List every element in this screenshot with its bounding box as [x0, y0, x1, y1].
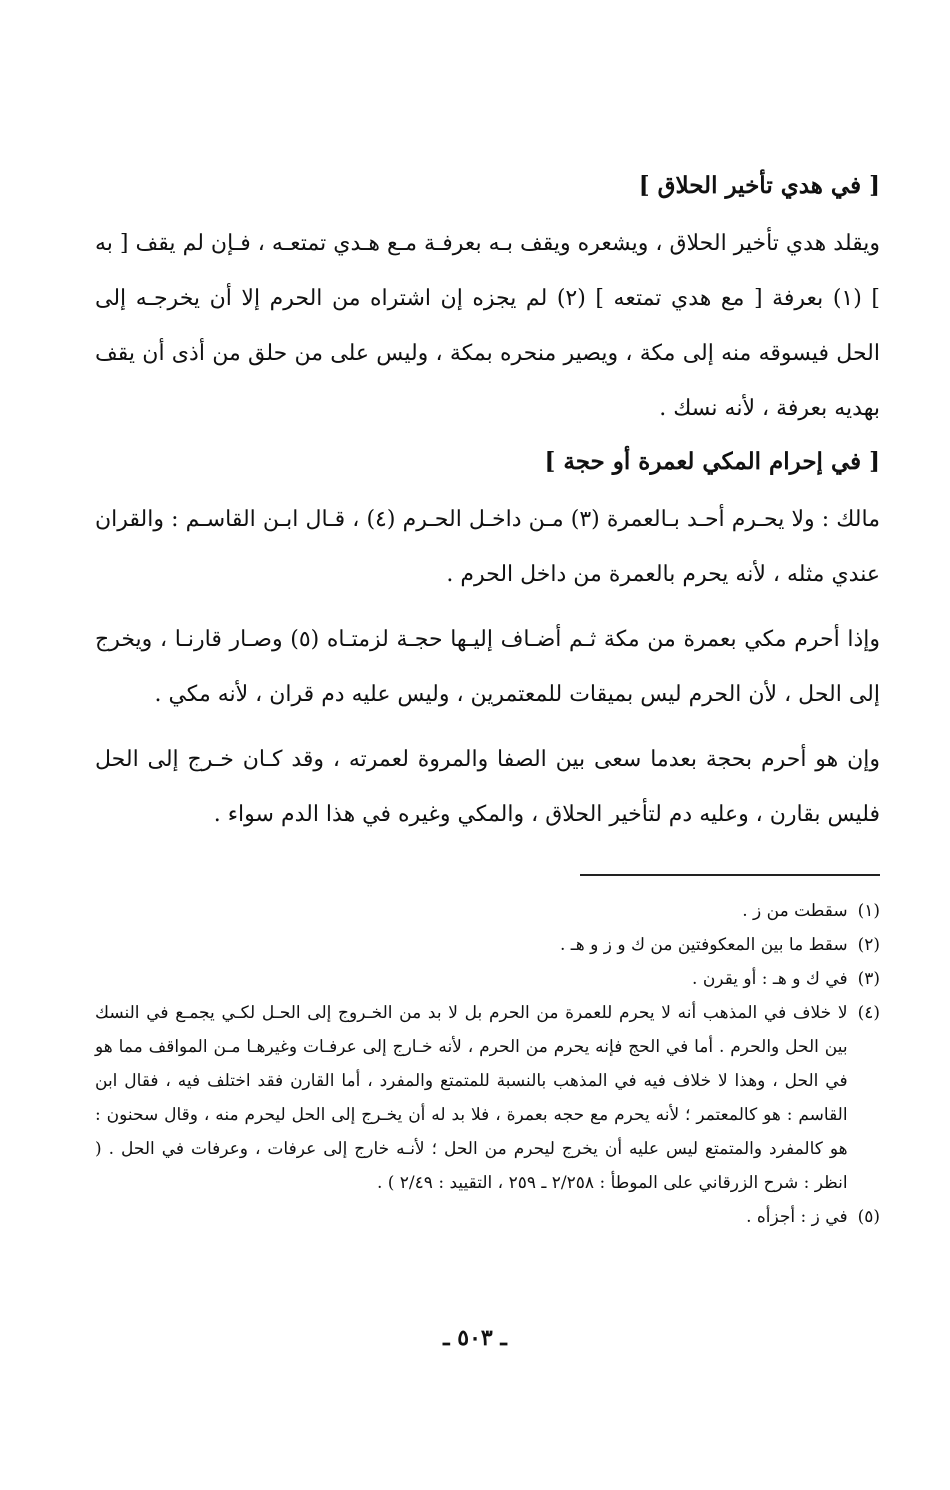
footnote-text: في ك و هـ : أو يقرن .: [692, 969, 848, 990]
footnote-divider: [580, 874, 880, 876]
footnote-text: سقطت من ز .: [742, 901, 848, 922]
footnote: [95, 1200, 880, 1234]
footnote: [95, 894, 880, 928]
footnote: [95, 928, 880, 962]
paragraph: ويقلد هدي تأخير الحلاق ، ويشعره ويقف بـه بعرفـة مـع هـدي تمتعـه ، فـإن لم يقف [ به ] (١) بعرفة [ مع هدي تمتعه ] (٢) لم يجزه إن اشتراه من الحرم إلا أن يخرجـه إلى الحل فيسوقه منه إلى مكة ، ويصير منحره بمكة ، وليس على من حلق من أذى أن يقف بهديه بعرفة ، لأنه نسك .: [95, 231, 880, 422]
footnote-text: في ز : أجزأه .: [746, 1207, 848, 1228]
section-heading: [ في هدي تأخير الحلاق ]: [638, 172, 880, 199]
page-number: ـ ٥٠٣ ـ: [443, 1325, 507, 1351]
paragraph: وإذا أحرم مكي بعمرة من مكة ثـم أضـاف إليـها حجـة لزمتـاه (٥) وصـار قارنـا ، ويخرج إلى الحل ، لأن الحرم ليس بميقات للمعتمرين ، وليس عليه دم قران ، لأنه مكي .: [95, 627, 880, 708]
footnote-number: (٥): [857, 1207, 880, 1228]
footnotes: [95, 894, 880, 1234]
section-heading: [ في إحرام المكي لعمرة أو حجة ]: [544, 448, 880, 476]
page-body: [95, 170, 880, 1490]
paragraph: وإن هو أحرم بحجة بعدما سعى بين الصفا والمروة لعمرته ، وقد كـان خـرج إلى الحل فليس بقارن ، وعليه دم لتأخير الحلاق ، والمكي وغيره في هذا الدم سواء .: [95, 747, 880, 828]
footnote-text: سقط ما بين المعكوفتين من ك و ز و هـ .: [560, 935, 848, 956]
footnote-number: (١): [857, 901, 880, 922]
footnote-number: (٤): [857, 1003, 880, 1024]
footnote-number: (٣): [857, 969, 880, 990]
footnote: [95, 962, 880, 996]
footnote-number: (٢): [857, 935, 880, 956]
paragraph: مالك : ولا يحـرم أحـد بـالعمرة (٣) مـن داخـل الحـرم (٤) ، قـال ابـن القاسـم : والقران عندي مثله ، لأنه يحرم بالعمرة من داخل الحرم .: [95, 507, 881, 588]
footnote-text: لا خلاف في المذهب أنه لا يحرم للعمرة من الحرم بل لا بد من الخـروج إلى الحـل لكـي يجمـع في النسك بين الحل والحرم . أما في الحج فإنه يحرم من الحرم ، لأنه خـارج إلى عرفـات وغيرهـا مـن المواقف مما هو في الحل ، وهذا لا خلاف فيه في المذهب بالنسبة للمتمتع والمفرد ، أما القارن فقد اختلف فيه ، فقال ابن القاسم : هو كالمعتمر ؛ لأنه يحرم مع حجه بعمرة ، فلا بد له أن يخـرج إلى الحل ليحرم منه ، وقال سحنون : هو كالمفرد والمتمتع ليس عليه أن يخرج ليحرم من الحل ؛ لأنـه خارج إلى عرفات ، وعرفات في الحل . ( انظر : شرح الزرقاني على الموطأ : ٢/٢٥٨ ـ ٢٥٩ ، التقييد : ٢/٤٩ ) .: [95, 1003, 848, 1194]
footnote: [95, 996, 880, 1200]
section-hady-ta-khir-al-hilaq: [95, 170, 880, 436]
section-ihram-al-makki: [95, 446, 880, 842]
